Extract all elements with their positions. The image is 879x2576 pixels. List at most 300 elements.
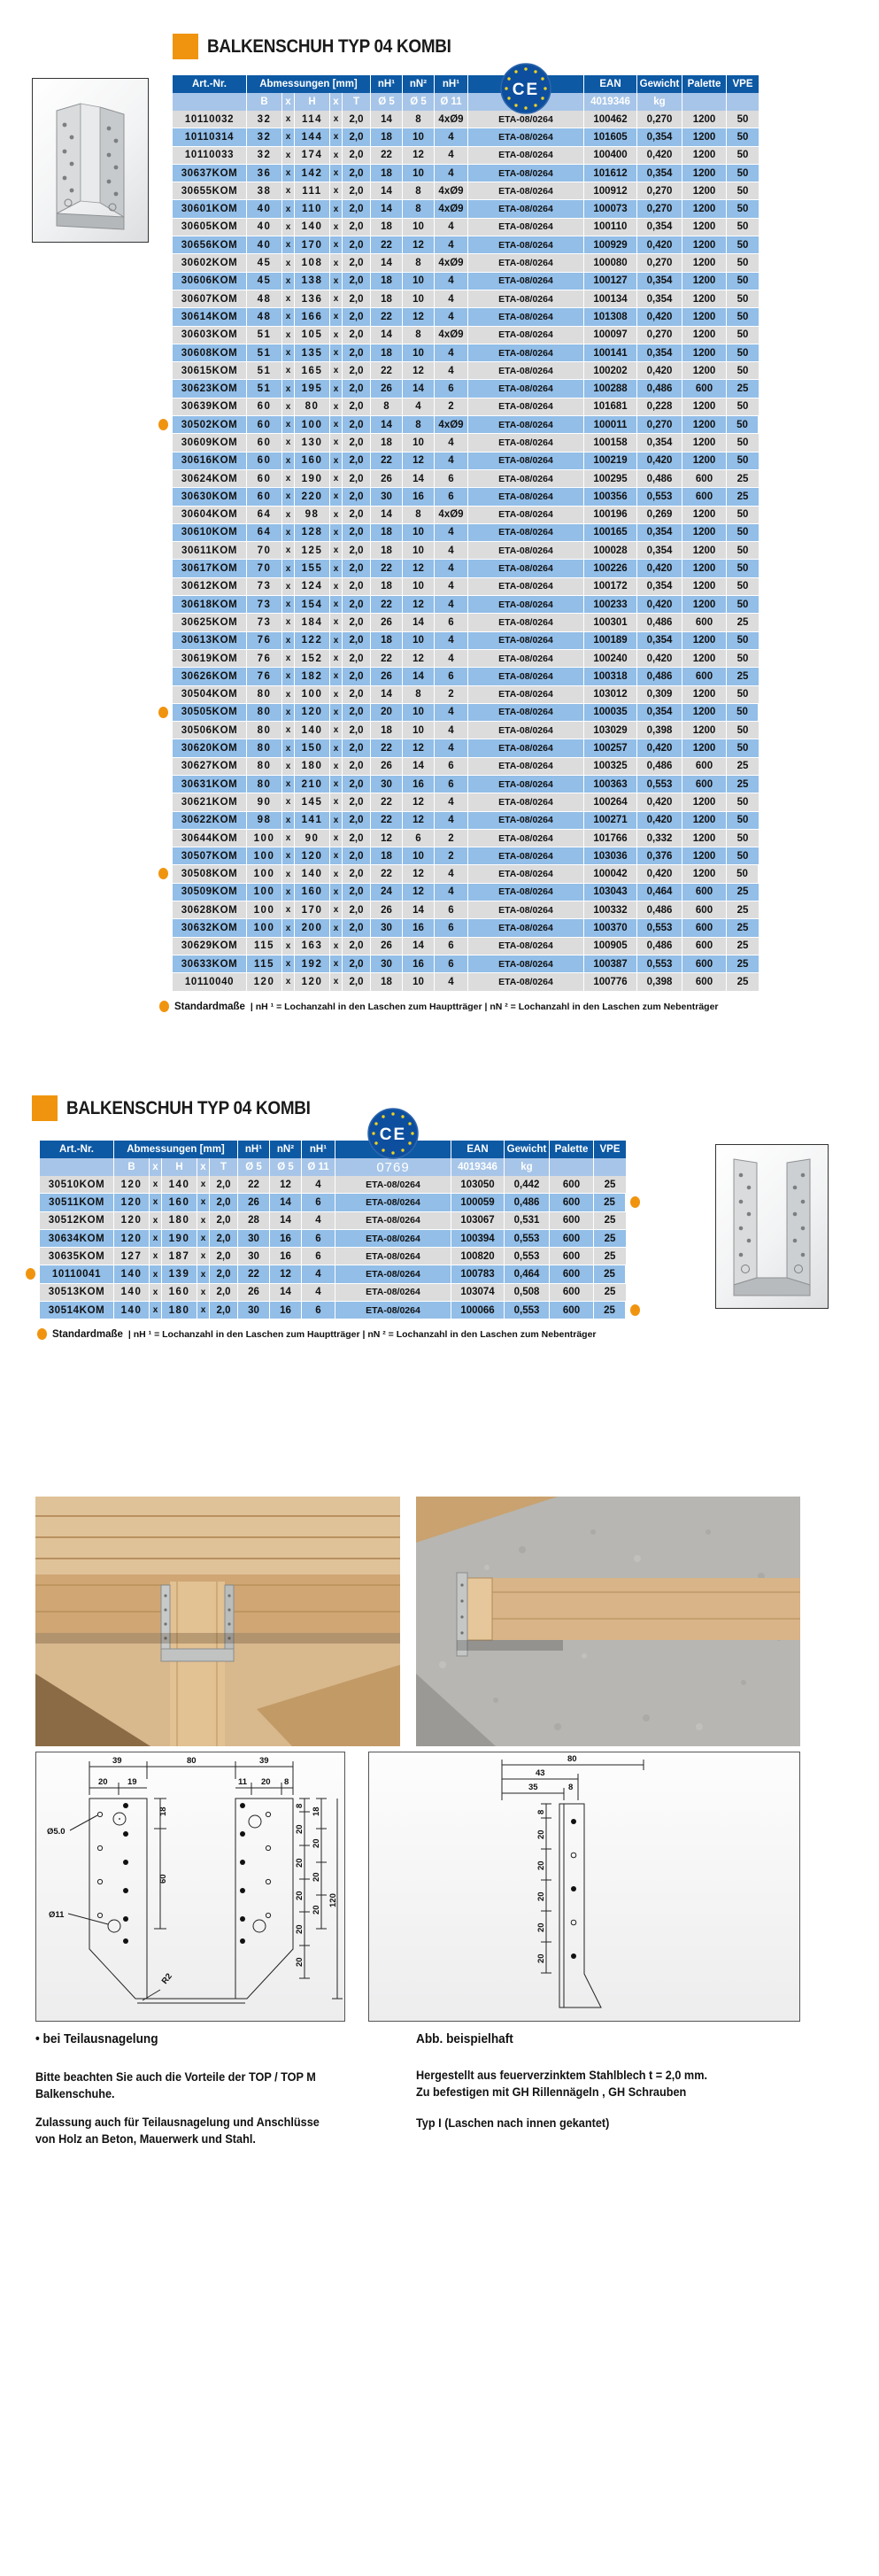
cell-x: x: [330, 650, 343, 668]
cell-ean: 100134: [584, 290, 637, 308]
cell-eta: ETA-08/0264: [335, 1176, 451, 1194]
cell-eta: ETA-08/0264: [468, 219, 584, 236]
cell-eta: ETA-08/0264: [335, 1265, 451, 1283]
cell-art: 30514KOM: [40, 1302, 114, 1319]
cell-d11: 4xØ9: [435, 182, 468, 200]
cell-b: 80: [247, 704, 282, 722]
table-row: [173, 686, 759, 704]
cell-vpe: 25: [594, 1176, 626, 1194]
cell-eta: ETA-08/0264: [335, 1230, 451, 1248]
cell-art: 10110314: [173, 128, 247, 146]
cell-vpe: 50: [727, 542, 759, 560]
cell-d: 30: [371, 488, 403, 506]
cell-vpe: 50: [727, 273, 759, 290]
cell-b: 120: [114, 1176, 150, 1194]
cell-kg: 0,553: [505, 1248, 550, 1265]
cell-eta: ETA-08/0264: [468, 776, 584, 793]
cell-x: x: [150, 1284, 162, 1302]
cell-b: 100: [247, 919, 282, 937]
cell-d: 10: [403, 434, 435, 452]
cell-art: 30504KOM: [173, 686, 247, 704]
cell-d: 14: [371, 254, 403, 272]
cell-vpe: 50: [727, 560, 759, 577]
svg-text:18: 18: [312, 1806, 321, 1816]
table1-header-row: [173, 75, 759, 93]
cell-x: x: [282, 614, 295, 631]
cell-x: x: [282, 308, 295, 326]
cell-eta: ETA-08/0264: [468, 686, 584, 704]
col-nh1: nH¹: [371, 75, 403, 93]
sub-d11: Ø 11: [302, 1158, 335, 1176]
cell-pal: 600: [682, 955, 727, 973]
cell-pal: 1200: [682, 812, 727, 830]
col-ean: EAN: [584, 75, 637, 93]
cell-t: 2,0: [343, 254, 371, 272]
cell-vpe: 50: [727, 704, 759, 722]
cell-art: 30639KOM: [173, 398, 247, 416]
table-row: [173, 704, 759, 722]
cell-d11: 4: [302, 1284, 335, 1302]
sub-d5a: Ø 5: [371, 93, 403, 111]
cell-art: 30635KOM: [40, 1248, 114, 1265]
cell-x: x: [330, 398, 343, 416]
cell-pal: 1200: [682, 632, 727, 650]
cell-b: 48: [247, 308, 282, 326]
cell-kg: 0,270: [637, 182, 682, 200]
cell-art: 30632KOM: [173, 919, 247, 937]
cell-t: 2,0: [343, 542, 371, 560]
cell-x: x: [330, 632, 343, 650]
cell-art: 30628KOM: [173, 901, 247, 919]
cell-b: 76: [247, 668, 282, 685]
cell-h: 120: [295, 973, 330, 991]
cell-h: 140: [295, 865, 330, 883]
cell-x: x: [150, 1265, 162, 1283]
cell-d11: 2: [435, 847, 468, 865]
product-image-1: [32, 78, 149, 243]
svg-text:20: 20: [295, 1891, 305, 1900]
cell-ean: 100202: [584, 362, 637, 380]
cell-d: 18: [371, 273, 403, 290]
cell-kg: 0,486: [637, 938, 682, 955]
cell-ean: 100059: [451, 1194, 505, 1211]
table-row: [173, 327, 759, 344]
cell-eta: ETA-08/0264: [468, 470, 584, 488]
cell-b: 51: [247, 344, 282, 362]
cell-h: 163: [295, 938, 330, 955]
cell-art: 10110032: [173, 111, 247, 128]
sub-x2: x: [330, 93, 343, 111]
cell-h: 152: [295, 650, 330, 668]
cell-kg: 0,464: [637, 884, 682, 901]
cell-t: 2,0: [343, 812, 371, 830]
cell-t: 2,0: [343, 219, 371, 236]
cell-vpe: 50: [727, 722, 759, 739]
cell-d: 16: [403, 488, 435, 506]
note-right-p1-line2: Zu befestigen mit GH Rillennägeln , GH Schrauben: [416, 2085, 687, 2099]
cell-eta: ETA-08/0264: [468, 793, 584, 811]
cell-x: x: [282, 273, 295, 290]
cell-pal: 1200: [682, 524, 727, 542]
table-row: [40, 1230, 626, 1248]
cell-x: x: [282, 650, 295, 668]
table-row: [173, 165, 759, 182]
cell-d: 22: [238, 1176, 270, 1194]
cell-h: 180: [295, 758, 330, 776]
cell-art: 30633KOM: [173, 955, 247, 973]
cell-h: 184: [295, 614, 330, 631]
cell-d11: 4: [435, 434, 468, 452]
cell-d11: 4xØ9: [435, 254, 468, 272]
cell-b: 51: [247, 362, 282, 380]
cell-kg: 0,486: [505, 1194, 550, 1211]
cell-h: 142: [295, 165, 330, 182]
cell-t: 2,0: [343, 182, 371, 200]
col-gewicht: Gewicht: [637, 75, 682, 93]
cell-t: 2,0: [343, 650, 371, 668]
table2-subheader-row: [40, 1158, 626, 1176]
cell-h: 180: [162, 1212, 197, 1230]
cell-eta: ETA-08/0264: [468, 668, 584, 685]
cell-d11: 4: [435, 344, 468, 362]
cell-ean: 100318: [584, 668, 637, 685]
cell-pal: 600: [550, 1176, 594, 1194]
cell-d11: 6: [302, 1230, 335, 1248]
svg-text:20: 20: [261, 1777, 271, 1787]
svg-text:60: 60: [158, 1874, 168, 1884]
cell-eta: ETA-08/0264: [468, 290, 584, 308]
cell-x: x: [330, 686, 343, 704]
cell-eta: ETA-08/0264: [335, 1284, 451, 1302]
cell-d: 16: [403, 955, 435, 973]
cell-vpe: 25: [594, 1265, 626, 1283]
cell-eta: ETA-08/0264: [468, 308, 584, 326]
cell-x: x: [282, 362, 295, 380]
cell-d: 22: [371, 147, 403, 165]
cell-h: 140: [295, 219, 330, 236]
col-vpe: VPE: [727, 75, 759, 93]
table2-header-row: [40, 1141, 626, 1158]
product-table-2: [40, 1141, 626, 1319]
cell-h: 145: [295, 793, 330, 811]
cell-b: 60: [247, 398, 282, 416]
col-gewicht: Gewicht: [505, 1141, 550, 1158]
cell-ean: 100127: [584, 273, 637, 290]
cell-h: 174: [295, 147, 330, 165]
cell-d: 12: [403, 596, 435, 614]
cell-ean: 100028: [584, 542, 637, 560]
sub-x1: x: [150, 1158, 162, 1176]
table-row: [173, 507, 759, 524]
cell-art: 30637KOM: [173, 165, 247, 182]
cell-kg: 0,269: [637, 507, 682, 524]
cell-h: 160: [162, 1284, 197, 1302]
table1-subheader-row: [173, 93, 759, 111]
cell-x: x: [330, 901, 343, 919]
cell-d11: 4: [435, 812, 468, 830]
cell-d11: 4xØ9: [435, 416, 468, 434]
cell-t: 2,0: [343, 578, 371, 596]
cell-h: 155: [295, 560, 330, 577]
cell-vpe: 50: [727, 596, 759, 614]
cell-b: 45: [247, 273, 282, 290]
cell-d11: 4xØ9: [435, 111, 468, 128]
cell-x: x: [330, 416, 343, 434]
cell-h: 154: [295, 596, 330, 614]
cell-art: 30656KOM: [173, 236, 247, 254]
cell-pal: 1200: [682, 147, 727, 165]
cell-eta: ETA-08/0264: [468, 901, 584, 919]
svg-text:20: 20: [536, 1860, 546, 1870]
cell-d11: 4: [435, 865, 468, 883]
cell-vpe: 50: [727, 219, 759, 236]
cell-pal: 600: [682, 758, 727, 776]
cell-d: 12: [403, 884, 435, 901]
cell-d: 12: [403, 739, 435, 757]
cell-kg: 0,228: [637, 398, 682, 416]
standard-dot-icon: [26, 1268, 35, 1280]
cell-d: 8: [371, 398, 403, 416]
cell-t: 2,0: [343, 507, 371, 524]
cell-d: 24: [371, 884, 403, 901]
cell-t: 2,0: [343, 776, 371, 793]
cell-b: 120: [114, 1194, 150, 1211]
cell-ean: 100288: [584, 380, 637, 398]
cell-b: 38: [247, 182, 282, 200]
cell-ean: 100264: [584, 793, 637, 811]
table-row: [173, 668, 759, 685]
cell-b: 60: [247, 453, 282, 470]
svg-text:20: 20: [312, 1905, 321, 1915]
col-palette: Palette: [682, 75, 727, 93]
sub-t: T: [343, 93, 371, 111]
svg-text:39: 39: [112, 1756, 122, 1766]
cell-kg: 0,354: [637, 578, 682, 596]
cell-t: 2,0: [343, 865, 371, 883]
cell-x: x: [282, 596, 295, 614]
cell-d11: 4: [302, 1265, 335, 1283]
cell-d11: 4: [435, 362, 468, 380]
cell-x: x: [197, 1302, 210, 1319]
cell-d: 10: [403, 165, 435, 182]
cell-kg: 0,420: [637, 560, 682, 577]
cell-pal: 1200: [682, 507, 727, 524]
cell-eta: ETA-08/0264: [468, 830, 584, 847]
cell-d: 22: [371, 236, 403, 254]
sub-ce-number: 0769: [335, 1158, 451, 1176]
cell-ean: 103074: [451, 1284, 505, 1302]
cell-t: 2,0: [343, 686, 371, 704]
cell-b: 60: [247, 434, 282, 452]
cell-h: 90: [295, 830, 330, 847]
technical-drawing-side: [368, 1752, 800, 2022]
cell-d: 10: [403, 542, 435, 560]
cell-t: 2,0: [343, 793, 371, 811]
cell-d: 6: [403, 830, 435, 847]
cell-b: 100: [247, 884, 282, 901]
table-row: [173, 776, 759, 793]
cell-x: x: [330, 722, 343, 739]
cell-d: 18: [371, 524, 403, 542]
cell-t: 2,0: [343, 524, 371, 542]
cell-vpe: 50: [727, 290, 759, 308]
cell-vpe: 50: [727, 236, 759, 254]
cell-x: x: [330, 488, 343, 506]
cell-vpe: 25: [594, 1194, 626, 1211]
table-row: [173, 955, 759, 973]
cell-ean: 101681: [584, 398, 637, 416]
cell-pal: 1200: [682, 739, 727, 757]
cell-x: x: [330, 236, 343, 254]
cell-b: 70: [247, 560, 282, 577]
footnote-text: | nH ¹ = Lochanzahl in den Laschen zum Hauptträger | nN ² = Lochanzahl in den Laschen zum Nebenträger: [127, 1328, 597, 1340]
sub-ean-code: 4019346: [451, 1158, 505, 1176]
cell-x: x: [282, 758, 295, 776]
cell-b: 40: [247, 236, 282, 254]
cell-d11: 6: [435, 668, 468, 685]
cell-d: 4: [403, 398, 435, 416]
svg-text:R2: R2: [159, 1971, 174, 1986]
cell-t: 2,0: [343, 344, 371, 362]
cell-x: x: [330, 470, 343, 488]
col-abmessungen: Abmessungen [mm]: [247, 75, 371, 93]
cell-x: x: [282, 560, 295, 577]
cell-d: 18: [371, 542, 403, 560]
cell-ean: 100394: [451, 1230, 505, 1248]
cell-d: 8: [403, 254, 435, 272]
technical-drawing-front: [35, 1752, 345, 2022]
svg-text:120: 120: [328, 1893, 338, 1907]
cell-b: 140: [114, 1284, 150, 1302]
cell-x: x: [282, 236, 295, 254]
cell-t: 2,0: [343, 901, 371, 919]
table-row: [173, 739, 759, 757]
cell-t: 2,0: [210, 1284, 238, 1302]
cell-x: x: [282, 938, 295, 955]
cell-vpe: 50: [727, 812, 759, 830]
cell-x: x: [282, 722, 295, 739]
svg-text:8: 8: [536, 1809, 546, 1814]
cell-d11: 6: [435, 758, 468, 776]
table-row: [173, 973, 759, 991]
table-row: [173, 884, 759, 901]
cell-x: x: [282, 398, 295, 416]
cell-pal: 1200: [682, 453, 727, 470]
cell-d: 26: [371, 614, 403, 631]
cell-d: 14: [403, 901, 435, 919]
cell-b: 51: [247, 380, 282, 398]
cell-d: 26: [371, 758, 403, 776]
cell-t: 2,0: [343, 722, 371, 739]
cell-d: 22: [238, 1265, 270, 1283]
cell-h: 180: [162, 1302, 197, 1319]
cell-b: 64: [247, 524, 282, 542]
cell-d11: 4: [435, 560, 468, 577]
cell-kg: 0,442: [505, 1176, 550, 1194]
cell-ean: 103050: [451, 1176, 505, 1194]
cell-vpe: 50: [727, 739, 759, 757]
cell-d: 16: [270, 1230, 302, 1248]
cell-vpe: 50: [727, 524, 759, 542]
product-image-2: [715, 1144, 829, 1309]
table-row: [40, 1284, 626, 1302]
cell-h: 160: [295, 453, 330, 470]
cell-b: 80: [247, 776, 282, 793]
application-photo-1: [35, 1497, 400, 1746]
orange-square-icon: [32, 1095, 58, 1121]
cell-x: x: [330, 200, 343, 218]
cell-eta: ETA-08/0264: [468, 507, 584, 524]
cell-kg: 0,270: [637, 200, 682, 218]
cell-x: x: [330, 182, 343, 200]
table-row: [40, 1265, 626, 1283]
cell-x: x: [282, 542, 295, 560]
sub-h: H: [295, 93, 330, 111]
cell-d11: 2: [435, 830, 468, 847]
cell-x: x: [330, 362, 343, 380]
table-row: [40, 1302, 626, 1319]
svg-text:20: 20: [295, 1858, 305, 1868]
standard-dot-icon: [158, 868, 168, 879]
svg-text:43: 43: [536, 1768, 545, 1778]
cell-vpe: 50: [727, 362, 759, 380]
table2-body: [40, 1176, 626, 1319]
cell-d: 12: [403, 308, 435, 326]
cell-d: 10: [403, 128, 435, 146]
cell-d: 12: [403, 793, 435, 811]
cell-d: 14: [403, 668, 435, 685]
cell-pal: 600: [682, 380, 727, 398]
cell-d: 18: [371, 722, 403, 739]
cell-t: 2,0: [343, 739, 371, 757]
cell-d: 22: [371, 453, 403, 470]
cell-x: x: [197, 1176, 210, 1194]
cell-vpe: 50: [727, 793, 759, 811]
cell-art: 30644KOM: [173, 830, 247, 847]
cell-b: 80: [247, 686, 282, 704]
cell-d: 12: [403, 650, 435, 668]
cell-h: 160: [295, 884, 330, 901]
cell-d: 10: [403, 578, 435, 596]
page-title-2: BALKENSCHUH TYP 04 KOMBI: [66, 1097, 311, 1118]
cell-x: x: [330, 147, 343, 165]
cell-b: 32: [247, 147, 282, 165]
cell-pal: 600: [550, 1302, 594, 1319]
cell-art: 10110041: [40, 1265, 114, 1283]
cell-x: x: [282, 793, 295, 811]
svg-text:19: 19: [127, 1777, 137, 1787]
cell-x: x: [330, 776, 343, 793]
cell-art: 30509KOM: [173, 884, 247, 901]
cell-d: 14: [371, 182, 403, 200]
cell-t: 2,0: [343, 147, 371, 165]
cell-t: 2,0: [343, 200, 371, 218]
cell-eta: ETA-08/0264: [468, 704, 584, 722]
cell-vpe: 25: [727, 488, 759, 506]
col-nh1-d11: nH¹: [435, 75, 468, 93]
cell-d: 22: [371, 865, 403, 883]
cell-t: 2,0: [343, 434, 371, 452]
cell-b: 51: [247, 327, 282, 344]
cell-x: x: [330, 128, 343, 146]
table-row: [173, 453, 759, 470]
cell-kg: 0,420: [637, 793, 682, 811]
cell-pal: 1200: [682, 128, 727, 146]
cell-d11: 4: [435, 632, 468, 650]
cell-ean: 100387: [584, 955, 637, 973]
cell-h: 170: [295, 236, 330, 254]
cell-kg: 0,270: [637, 416, 682, 434]
